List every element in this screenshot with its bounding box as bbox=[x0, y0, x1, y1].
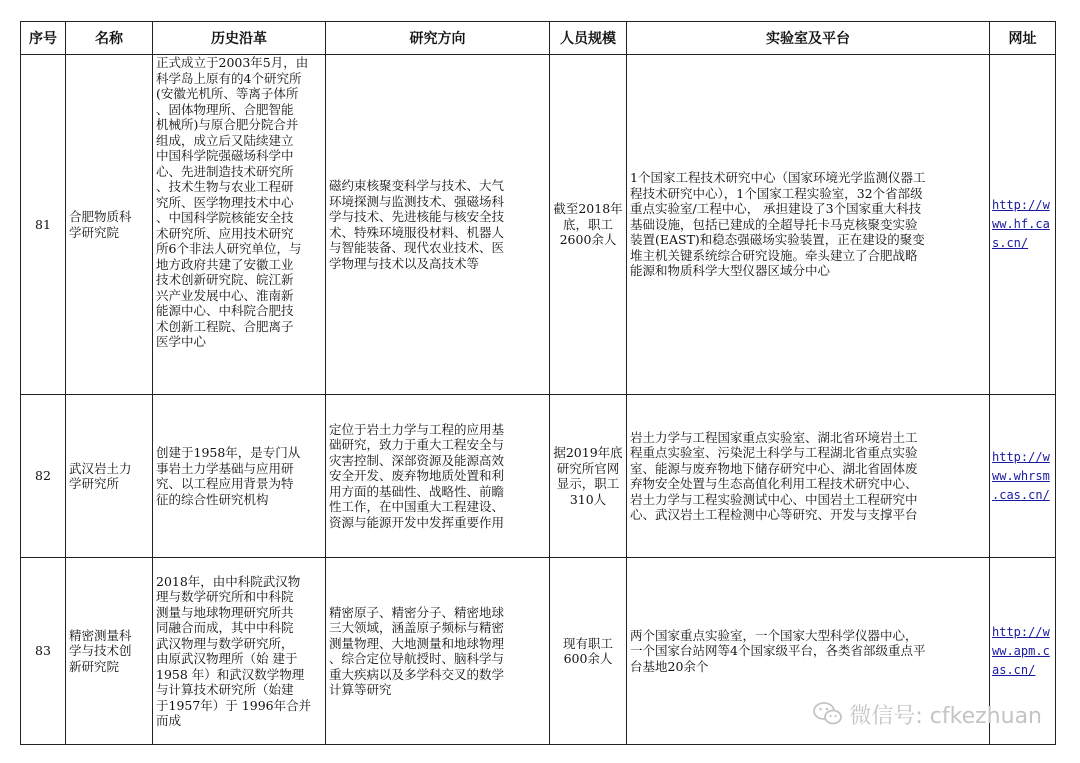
row-url-link[interactable]: http://w ww.apm.c as.cn/ bbox=[990, 558, 1056, 745]
row-research: 磁约束核聚变科学与技术、大气 环境探测与监测技术、强磁场科 学与技术、先进核能与核安全技 术、特殊环境服役材料、机器人 与智能装备、现代农业技术、医 学物理与技术以及高技术等 bbox=[326, 55, 550, 395]
row-url-link[interactable]: http://w ww.whrsm .cas.cn/ bbox=[990, 395, 1056, 558]
watermark bbox=[813, 699, 1042, 729]
row-labs: 1个国家工程技术研究中心（国家环境光学监测仪器工 程技术研究中心），1个国家工程实验室，32个省部级 重点实验室/工程中心， 承担建设了3个国家重大科技 基础设施，包括已建成的全超导托卡马克核聚变实验 装置(EAST)和稳态强磁场实验装置，正在建设的聚变 堆主机关键系统综合研究设施。牵头建立了合肥战略 能源和物质科学大型仪器区域分中心 bbox=[627, 55, 990, 395]
row-seq: 82 bbox=[21, 395, 66, 558]
row-staff: 现有职工 600余人 bbox=[550, 558, 627, 745]
header-research: 研究方向 bbox=[326, 22, 550, 55]
row-labs: 两个国家重点实验室，一个国家大型科学仪器中心， 一个国家台站网等4个国家级平台，各类省部级重点平 台基地20余个 bbox=[627, 558, 990, 745]
table-row bbox=[21, 395, 1056, 558]
header-name: 名称 bbox=[66, 22, 153, 55]
watermark-text: 微信号: cfkezhuan bbox=[849, 703, 1042, 729]
row-seq: 83 bbox=[21, 558, 66, 745]
row-name: 精密测量科 学与技术创 新研究院 bbox=[66, 558, 153, 745]
header-labs: 实验室及平台 bbox=[627, 22, 990, 55]
row-labs: 岩土力学与工程国家重点实验室、湖北省环境岩土工 程重点实验室、污染泥土科学与工程湖北省重点实验 室、能源与废弃物地下储存研究中心、湖北省固体废 弃物安全处置与生态高值化利用工程技术研究中心、 岩土力学与工程实验测试中心、中国岩土工程研究中 心、武汉岩土工程检测中心等研究、开发与支撑平台 bbox=[627, 395, 990, 558]
institute-table bbox=[20, 21, 1056, 745]
header-row bbox=[21, 22, 1056, 55]
row-name: 合肥物质科 学研究院 bbox=[66, 55, 153, 395]
row-history: 正式成立于2003年5月，由 科学岛上原有的4个研究所 (安徽光机所、等离子体所 、固体物理所、合肥智能 机械所)与原合肥分院合并 组成，成立后又陆续建立 中国科学院强磁场科学中 心、先进制造技术研究所 、技术生物与农业工程研 究所、医学物理技术中心 、中国科学院核能安全技 术研究所、应用技术研究 所6个非法人研究单位，与 地方政府共建了安徽工业 技术创新研究院、皖江新 兴产业发展中心、淮南新 能源中心、中科院合肥技 术创新工程院、合肥离子 医学中心 bbox=[156, 55, 309, 349]
header-seq: 序号 bbox=[21, 22, 66, 55]
row-history: 2018年，由中科院武汉物 理与数学研究所和中科院 测量与地球物理研究所共 同融合而成，其中中科院 武汉物理与数学研究所， 由原武汉物理所（始 建于 1958 年）和武汉数学物理 与计算技术研究所（始建 于1957年）于 1996年合并 而成 bbox=[153, 558, 326, 745]
wechat-icon bbox=[813, 701, 843, 727]
row-staff: 据2019年底 研究所官网 显示，职工 310人 bbox=[550, 395, 627, 558]
row-research: 定位于岩土力学与工程的应用基 础研究，致力于重大工程安全与 灾害控制、深部资源及能源高效 安全开发、废弃物地质处置和利 用方面的基础性、战略性、前瞻 性工作，在中国重大工程建设、 资源与能源开发中发挥重要作用 bbox=[326, 395, 550, 558]
row-name: 武汉岩土力 学研究所 bbox=[66, 395, 153, 558]
row-research: 精密原子、精密分子、精密地球 三大领域，涵盖原子频标与精密 测量物理、大地测量和地球物理 、综合定位导航授时、脑科学与 重大疾病以及多学科交叉的数学 计算等研究 bbox=[326, 558, 550, 745]
header-history: 历史沿革 bbox=[153, 22, 326, 55]
row-url-link[interactable]: http://w ww.hf.ca s.cn/ bbox=[990, 55, 1056, 395]
row-seq: 81 bbox=[21, 55, 66, 395]
row-history: 创建于1958年，是专门从 事岩土力学基础与应用研 究、以工程应用背景为特 征的综合性研究机构 bbox=[153, 395, 326, 558]
header-staff: 人员规模 bbox=[550, 22, 627, 55]
row-staff: 截至2018年 底，职工 2600余人 bbox=[550, 55, 627, 395]
table-row bbox=[21, 55, 1056, 395]
header-url: 网址 bbox=[990, 22, 1056, 55]
row-history-cell bbox=[153, 55, 326, 395]
